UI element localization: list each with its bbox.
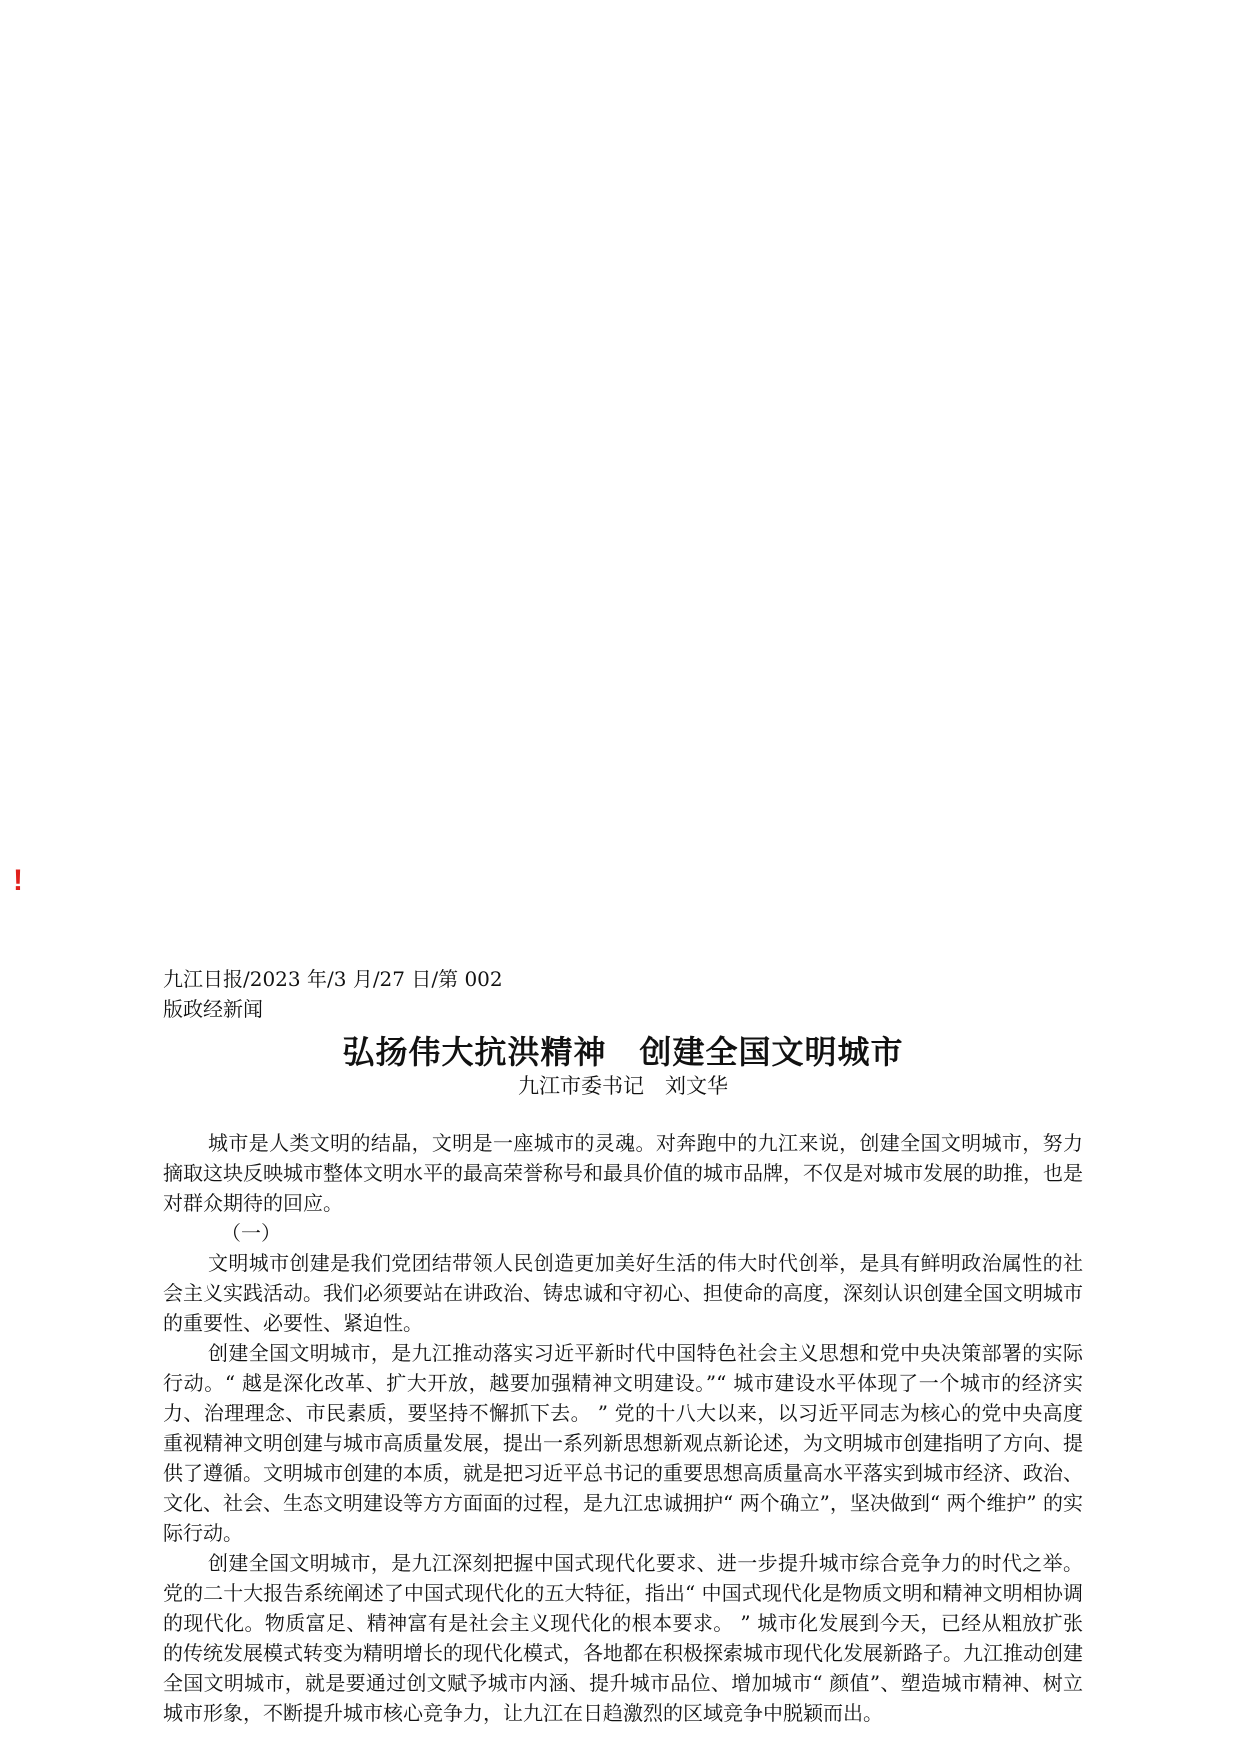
article-title: 弘扬伟大抗洪精神 创建全国文明城市 (342, 1033, 904, 1071)
section-heading: （一） (221, 1221, 281, 1245)
paragraph: 城市是人类文明的结晶，文明是一座城市的灵魂。对奔跑中的九江来说，创建全国文明城市，努力摘取这块反映城市整体文明水平的最高荣誉称号和最具价值的城市品牌，不仅是对城市发展的助推，也是对群众期待的回应。 (163, 1131, 1083, 1215)
paragraph: 文明城市创建是我们党团结带领人民创造更加美好生活的伟大时代创举，是具有鲜明政治属性的社会主义实践活动。我们必须要站在讲政治、铸忠诚和守初心、担使命的高度，深刻认识创建全国文明城市的重要性、必要性、紧迫性。 (163, 1251, 1083, 1335)
paragraph: 创建全国文明城市，是九江深刻把握中国式现代化要求、进一步提升城市综合竞争力的时代之举。党的二十大报告系统阐述了中国式现代化的五大特征，指出“ 中国式现代化是物质文明和精神文明相协调的现代化。物质富足、精神富有是社会主义现代化的根本要求。 ” 城市化发展到今天，已经从粗放扩张的传统发展模式转变为精明增长的现代化模式，各地都在积极探索城市现代化发展新路子。九江推动创建全国文明城市，就是要通过创文赋予城市内涵、提升城市品位、增加城市“ 颜值”、塑造城市精神、树立城市形象，不断提升城市核心竞争力，让九江在日趋激烈的区域竞争中脱颖而出。 (163, 1551, 1083, 1725)
article-body (163, 1128, 1083, 1728)
article-author: 九江市委书记 刘文华 (518, 1074, 728, 1098)
paragraph: 创建全国文明城市，是九江推动落实习近平新时代中国特色社会主义思想和党中央决策部署的实际行动。“ 越是深化改革、扩大开放，越要加强精神文明建设。”“ 城市建设水平体现了一个城市的经济实力、治理理念、市民素质，要坚持不懈抓下去。 ” 党的十八大以来，以习近平同志为核心的党中央高度重视精神文明创建与城市高质量发展，提出一系列新思想新观点新论述，为文明城市创建指明了方向、提供了遵循。文明城市创建的本质，就是把习近平总书记的重要思想高质量高水平落实到城市经济、政治、文化、社会、生态文明建设等方方面面的过程，是九江忠诚拥护“ 两个确立”，坚决做到“ 两个维护” 的实际行动。 (163, 1341, 1083, 1545)
warning-mark: ! (13, 864, 23, 897)
source-line: 九江日报/2023 年/3 月/27 日/第 002 版政经新闻 (163, 967, 503, 1021)
article (163, 964, 1083, 1728)
